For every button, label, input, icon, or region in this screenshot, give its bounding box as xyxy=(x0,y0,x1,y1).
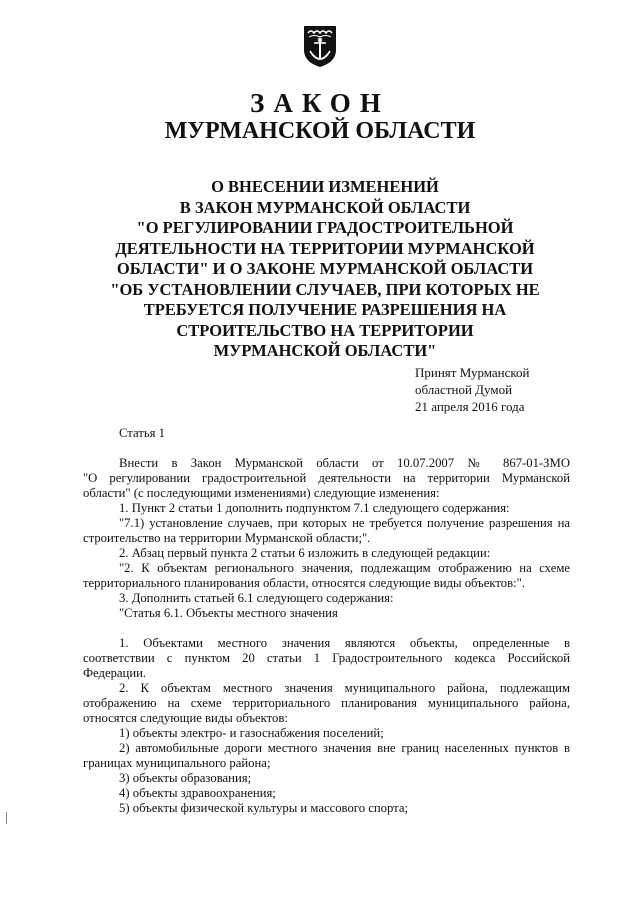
article-body xyxy=(83,471,570,501)
body-line: 1. Объектами местного значения являются объекты, определенные в xyxy=(119,636,570,650)
title-line: СТРОИТЕЛЬСТВО НА ТЕРРИТОРИИ xyxy=(176,320,474,340)
list-item: границах муниципального района; xyxy=(83,756,271,770)
list-item: 5) объекты физической культуры и массового спорта; xyxy=(119,801,409,815)
body-line: "О регулировании градостроительной деятельности на территории Мурманской xyxy=(83,471,570,485)
title-line: МУРМАНСКОЙ ОБЛАСТИ" xyxy=(213,341,437,360)
list-item: 4) объекты здравоохранения; xyxy=(119,786,276,800)
article-body xyxy=(119,771,570,816)
body-line: строительство на территории Мурманской области;". xyxy=(83,531,371,545)
article-body xyxy=(119,636,570,651)
body-line: Внести в Закон Мурманской области от 10.07.2007 № 867-01-ЗМО xyxy=(119,456,570,470)
title-line: О ВНЕСЕНИИ ИЗМЕНЕНИЙ xyxy=(211,177,439,196)
body-line: территориального планирования области, относятся следующие виды объектов:". xyxy=(83,576,525,590)
body-line: Федерации. xyxy=(83,666,147,680)
scan-margin-mark xyxy=(6,812,7,824)
title-line: ТРЕБУЕТСЯ ПОЛУЧЕНИЕ РАЗРЕШЕНИЯ НА xyxy=(143,300,507,319)
adoption-line: областной Думой xyxy=(415,382,513,397)
document-title xyxy=(90,177,560,362)
body-line: "2. К объектам регионального значения, подлежащим отображению на схеме xyxy=(119,561,570,575)
article-heading: Статья 1 xyxy=(119,426,165,440)
body-line: области" (с последующими изменениями) следующие изменения: xyxy=(83,486,440,500)
body-line: соответствии с пунктом 20 статьи 1 Градостроительного кодекса Российской xyxy=(83,651,570,665)
article-body xyxy=(83,651,570,681)
list-item: 3) объекты образования; xyxy=(119,771,252,785)
body-line: относятся следующие виды объектов: xyxy=(83,711,288,725)
adoption-line: Принят Мурманской xyxy=(415,365,530,380)
body-line: отображению на схеме территориального планирования муниципального района, xyxy=(83,696,570,710)
body-line: 2. К объектам местного значения муниципального района, подлежащим xyxy=(119,681,570,695)
article-body xyxy=(83,531,570,546)
body-line: 3. Дополнить статьей 6.1 следующего содержания: xyxy=(119,591,394,605)
article-body xyxy=(83,576,570,591)
article-body xyxy=(119,726,570,756)
list-item: 1) объекты электро- и газоснабжения поселений; xyxy=(119,726,384,740)
article-body xyxy=(119,546,570,576)
article-body xyxy=(119,501,570,531)
adoption-date: 21 апреля 2016 года xyxy=(415,399,525,414)
coat-of-arms-icon xyxy=(302,24,338,68)
title-line: "ОБ УСТАНОВЛЕНИИ СЛУЧАЕВ, ПРИ КОТОРЫХ НЕ xyxy=(110,279,540,299)
list-item: 2) автомобильные дороги местного значения вне границ населенных пунктов в xyxy=(119,741,570,755)
body-line: "Статья 6.1. Объекты местного значения xyxy=(119,606,338,620)
adoption-note xyxy=(415,364,530,415)
title-line: ДЕЯТЕЛЬНОСТИ НА ТЕРРИТОРИИ МУРМАНСКОЙ xyxy=(115,238,535,258)
title-line: "О РЕГУЛИРОВАНИИ ГРАДОСТРОИТЕЛЬНОЙ xyxy=(136,218,514,237)
article-body xyxy=(119,456,570,471)
title-line: ОБЛАСТИ" И О ЗАКОНЕ МУРМАНСКОЙ ОБЛАСТИ xyxy=(116,259,534,278)
body-line: 1. Пункт 2 статьи 1 дополнить подпунктом 7.1 следующего содержания: xyxy=(119,501,510,515)
region-heading: МУРМАНСКОЙ ОБЛАСТИ xyxy=(164,118,476,144)
article-body xyxy=(119,591,570,621)
article-body xyxy=(83,696,570,726)
body-line: 2. Абзац первый пункта 2 статьи 6 изложить в следующей редакции: xyxy=(119,546,491,560)
law-heading: ЗАКОН xyxy=(250,88,390,118)
article-body xyxy=(83,756,570,771)
body-line: "7.1) установление случаев, при которых не требуется получение разрешения на xyxy=(119,516,570,530)
article-body xyxy=(119,681,570,696)
title-line: В ЗАКОН МУРМАНСКОЙ ОБЛАСТИ xyxy=(179,197,471,217)
